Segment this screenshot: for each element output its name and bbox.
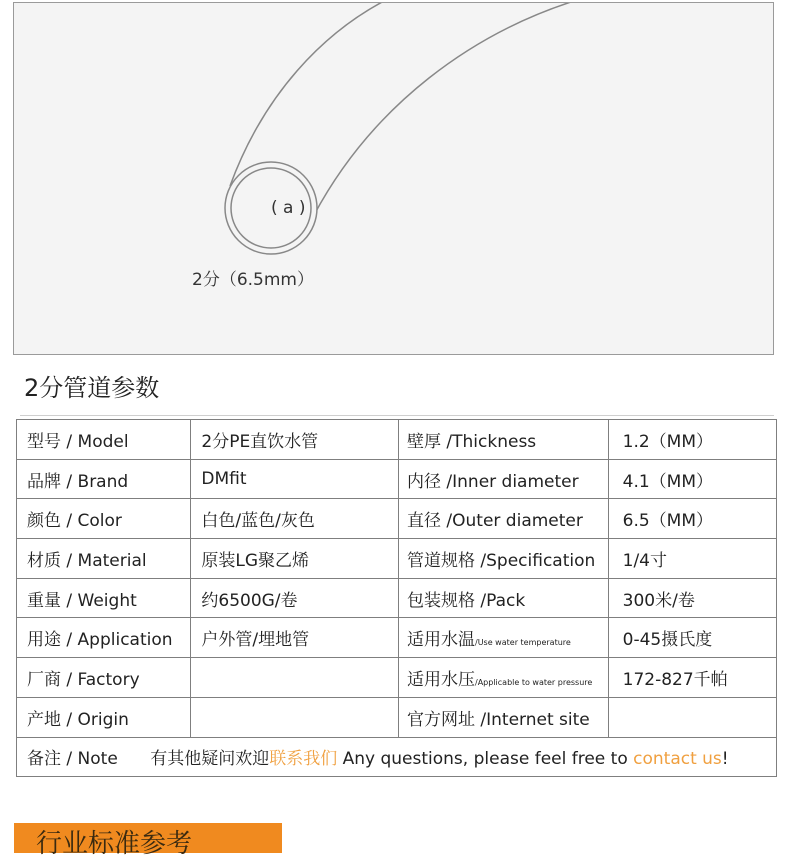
param-label-2 bbox=[399, 697, 609, 737]
param-label bbox=[17, 578, 191, 618]
param-value-2-text: 6.5（MM） bbox=[622, 511, 714, 532]
param-value-2 bbox=[608, 499, 776, 539]
inner-diameter-label: ( a ) bbox=[271, 198, 306, 218]
section-title: 2分管道参数 bbox=[24, 374, 160, 402]
param-label bbox=[17, 618, 191, 658]
param-label-2-text: 官方网址 /Internet site bbox=[407, 709, 590, 730]
param-label-2 bbox=[399, 539, 609, 579]
table-row bbox=[17, 539, 777, 579]
param-label bbox=[17, 499, 191, 539]
param-value-text: 原装LG聚乙烯 bbox=[201, 550, 310, 571]
param-label-text: 厂商 / Factory bbox=[27, 669, 140, 690]
table-row bbox=[17, 578, 777, 618]
param-value-text: 户外管/埋地管 bbox=[201, 630, 310, 651]
param-label-2-text: 内径 /Inner diameter bbox=[407, 471, 579, 492]
param-label-2 bbox=[399, 499, 609, 539]
param-value bbox=[191, 459, 399, 499]
param-value-text: DMfit bbox=[201, 469, 247, 490]
param-label bbox=[17, 420, 191, 460]
param-label-text: 型号 / Model bbox=[27, 431, 129, 452]
contact-link-en[interactable]: contact us bbox=[633, 749, 722, 770]
param-value-2 bbox=[608, 459, 776, 499]
param-value-2-text: 1/4寸 bbox=[622, 550, 667, 571]
param-label-2-text: 管道规格 /Specification bbox=[407, 550, 596, 571]
note-label: 备注 / Note bbox=[27, 749, 118, 770]
param-label-2 bbox=[399, 658, 609, 698]
param-label-text: 颜色 / Color bbox=[27, 511, 122, 532]
pipe-diagram bbox=[13, 2, 774, 355]
param-label-2 bbox=[399, 420, 609, 460]
param-label bbox=[17, 658, 191, 698]
note-row bbox=[17, 737, 777, 777]
table-row bbox=[17, 420, 777, 460]
title-divider bbox=[20, 415, 774, 416]
pipe-drawing bbox=[14, 3, 775, 356]
param-label-text: 材质 / Material bbox=[27, 550, 147, 571]
param-value-2 bbox=[608, 420, 776, 460]
contact-link-cn[interactable]: 联系我们 bbox=[269, 749, 338, 770]
param-value-2 bbox=[608, 658, 776, 698]
param-value-text: 约6500G/卷 bbox=[201, 590, 298, 611]
param-value bbox=[191, 499, 399, 539]
param-value-2 bbox=[608, 539, 776, 579]
footer-heading-bar bbox=[14, 823, 282, 859]
param-value-2-text: 0-45摄氏度 bbox=[622, 630, 713, 651]
param-label-text: 品牌 / Brand bbox=[27, 471, 129, 492]
param-label-2-text: 包装规格 /Pack bbox=[407, 590, 526, 611]
param-value-2 bbox=[608, 618, 776, 658]
param-value bbox=[191, 618, 399, 658]
param-value-2-text: 1.2（MM） bbox=[622, 431, 714, 452]
param-label-2-text: 适用水压 bbox=[407, 669, 475, 690]
param-label bbox=[17, 697, 191, 737]
table-row bbox=[17, 658, 777, 698]
param-value-2-text: 300米/卷 bbox=[622, 590, 695, 611]
param-value-text: 白色/蓝色/灰色 bbox=[201, 511, 315, 532]
footer-heading: 行业标准参考 bbox=[36, 829, 193, 859]
param-value-2-text: 4.1（MM） bbox=[622, 471, 714, 492]
param-label-2-text: 直径 /Outer diameter bbox=[407, 511, 583, 532]
param-value bbox=[191, 578, 399, 618]
parameter-table bbox=[16, 419, 777, 777]
param-label-text: 重量 / Weight bbox=[27, 590, 137, 611]
note-text: 有其他疑问欢迎 bbox=[150, 749, 270, 770]
param-label-2-text: 适用水温 bbox=[407, 630, 475, 651]
note-cell bbox=[17, 737, 777, 777]
param-label bbox=[17, 459, 191, 499]
param-label-2-note: /Use water temperature bbox=[475, 638, 571, 648]
table-row bbox=[17, 697, 777, 737]
param-value-text: 2分PE直饮水管 bbox=[201, 431, 319, 452]
table-row bbox=[17, 499, 777, 539]
param-value-2-text: 172-827千帕 bbox=[622, 669, 728, 690]
param-value bbox=[191, 658, 399, 698]
table-row bbox=[17, 459, 777, 499]
param-value-2 bbox=[608, 697, 776, 737]
pipe-size-caption: 2分（6.5mm） bbox=[192, 270, 314, 290]
param-label-2-note: /Applicable to water pressure bbox=[475, 677, 593, 687]
param-value bbox=[191, 539, 399, 579]
param-label-2-text: 壁厚 /Thickness bbox=[407, 431, 537, 452]
param-label-2 bbox=[399, 459, 609, 499]
param-label-2 bbox=[399, 618, 609, 658]
param-label-text: 用途 / Application bbox=[27, 630, 173, 651]
note-text-en: Any questions, please feel free to bbox=[337, 749, 634, 770]
param-value-2 bbox=[608, 578, 776, 618]
param-label-2 bbox=[399, 578, 609, 618]
param-value bbox=[191, 420, 399, 460]
param-label-text: 产地 / Origin bbox=[27, 709, 129, 730]
note-end: ! bbox=[721, 749, 729, 770]
param-label bbox=[17, 539, 191, 579]
table-row bbox=[17, 618, 777, 658]
param-value bbox=[191, 697, 399, 737]
